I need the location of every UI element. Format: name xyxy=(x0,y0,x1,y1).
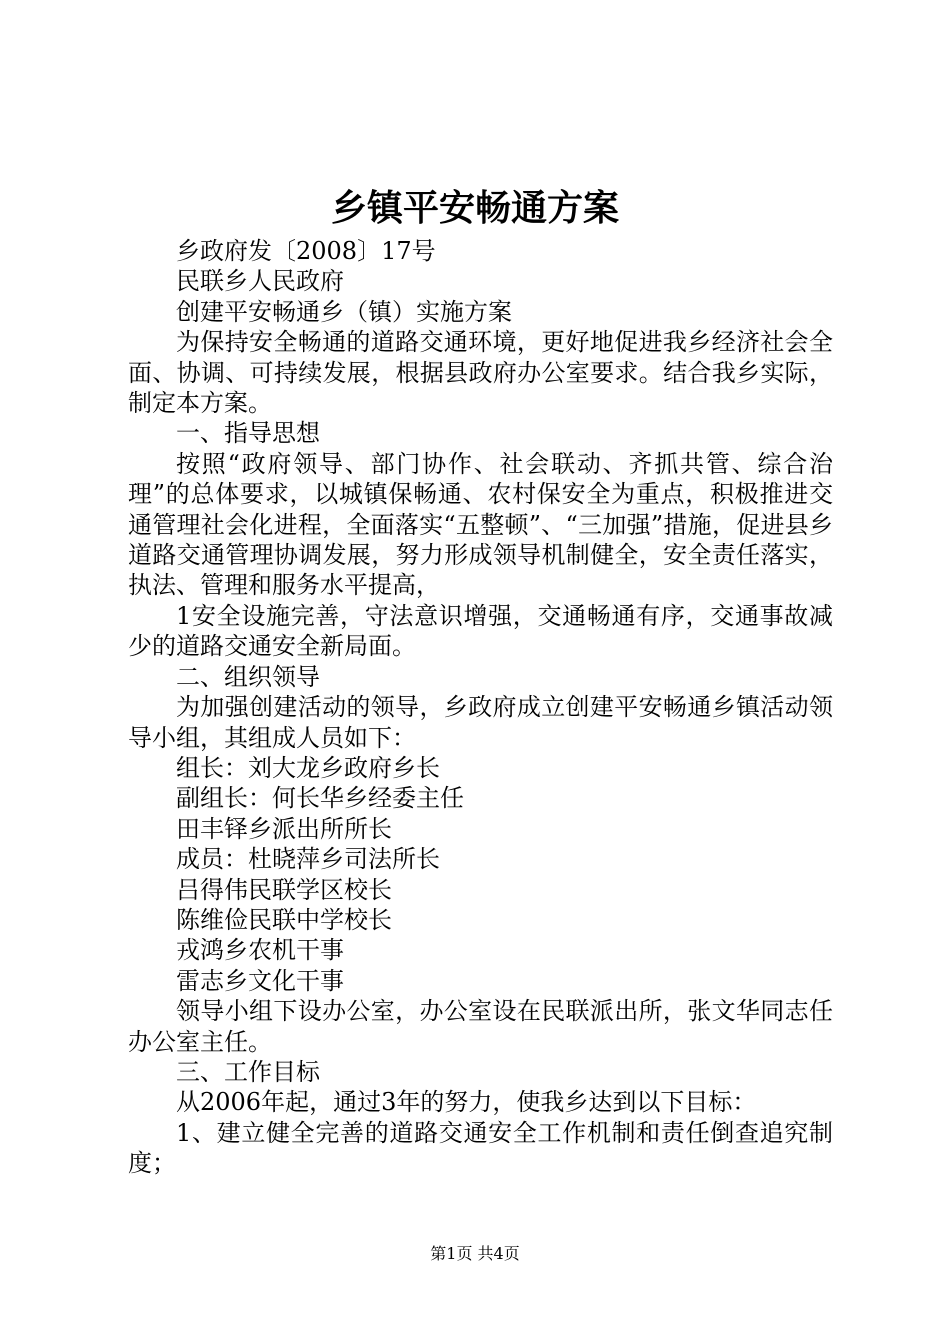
paragraph: 按照“政府领导、部门协作、社会联动、齐抓共管、综合治理”的总体要求，以城镇保畅通、农村保安全为重点，积极推进交通管理社会化进程，全面落实“五整顿”、“三加强”措施，促进县乡道路交通管理协调发展，努力形成领导机制健全，安全责任落实，执法、管理和服务水平提高， xyxy=(128,449,833,600)
document-title: 乡镇平安畅通方案 xyxy=(330,187,619,229)
issuing-authority: 民联乡人民政府 xyxy=(176,267,344,296)
document-subtitle: 创建平安畅通乡（镇）实施方案 xyxy=(176,297,512,326)
section-heading-organization: 二、组织领导 xyxy=(176,662,320,691)
member-line: 陈维俭民联中学校长 xyxy=(176,905,392,934)
paragraph: 为加强创建活动的领导，乡政府成立创建平安畅通乡镇活动领导小组，其组成人员如下： xyxy=(128,693,833,752)
member-line: 副组长：何长华乡经委主任 xyxy=(176,784,464,813)
member-line: 雷志乡文化干事 xyxy=(176,966,344,995)
doc-number: 乡政府发〔2008〕17号 xyxy=(176,237,436,265)
page-footer: 第1页 共4页 xyxy=(430,1244,520,1263)
member-line: 组长：刘大龙乡政府乡长 xyxy=(176,753,440,782)
paragraph: 1、建立健全完善的道路交通安全工作机制和责任倒查追究制度； xyxy=(128,1118,833,1178)
member-line: 吕得伟民联学区校长 xyxy=(176,875,392,904)
paragraph: 1安全设施完善，守法意识增强，交通畅通有序，交通事故减少的道路交通安全新局面。 xyxy=(128,601,833,661)
intro-paragraph: 为保持安全畅通的道路交通环境，更好地促进我乡经济社会全面、协调、可持续发展，根据县政府办公室要求。结合我乡实际，制定本方案。 xyxy=(128,328,833,418)
member-line: 成员：杜晓萍乡司法所长 xyxy=(176,845,440,874)
document-body xyxy=(128,236,833,1179)
section-heading-guiding-thought: 一、指导思想 xyxy=(176,419,320,448)
section-heading-goals: 三、工作目标 xyxy=(176,1057,320,1086)
member-line: 戎鸿乡农机干事 xyxy=(176,936,344,965)
paragraph: 领导小组下设办公室，办公室设在民联派出所，张文华同志任办公室主任。 xyxy=(128,997,833,1056)
member-line: 田丰铎乡派出所所长 xyxy=(176,814,392,843)
paragraph: 从2006年起，通过3年的努力，使我乡达到以下目标： xyxy=(176,1088,757,1117)
